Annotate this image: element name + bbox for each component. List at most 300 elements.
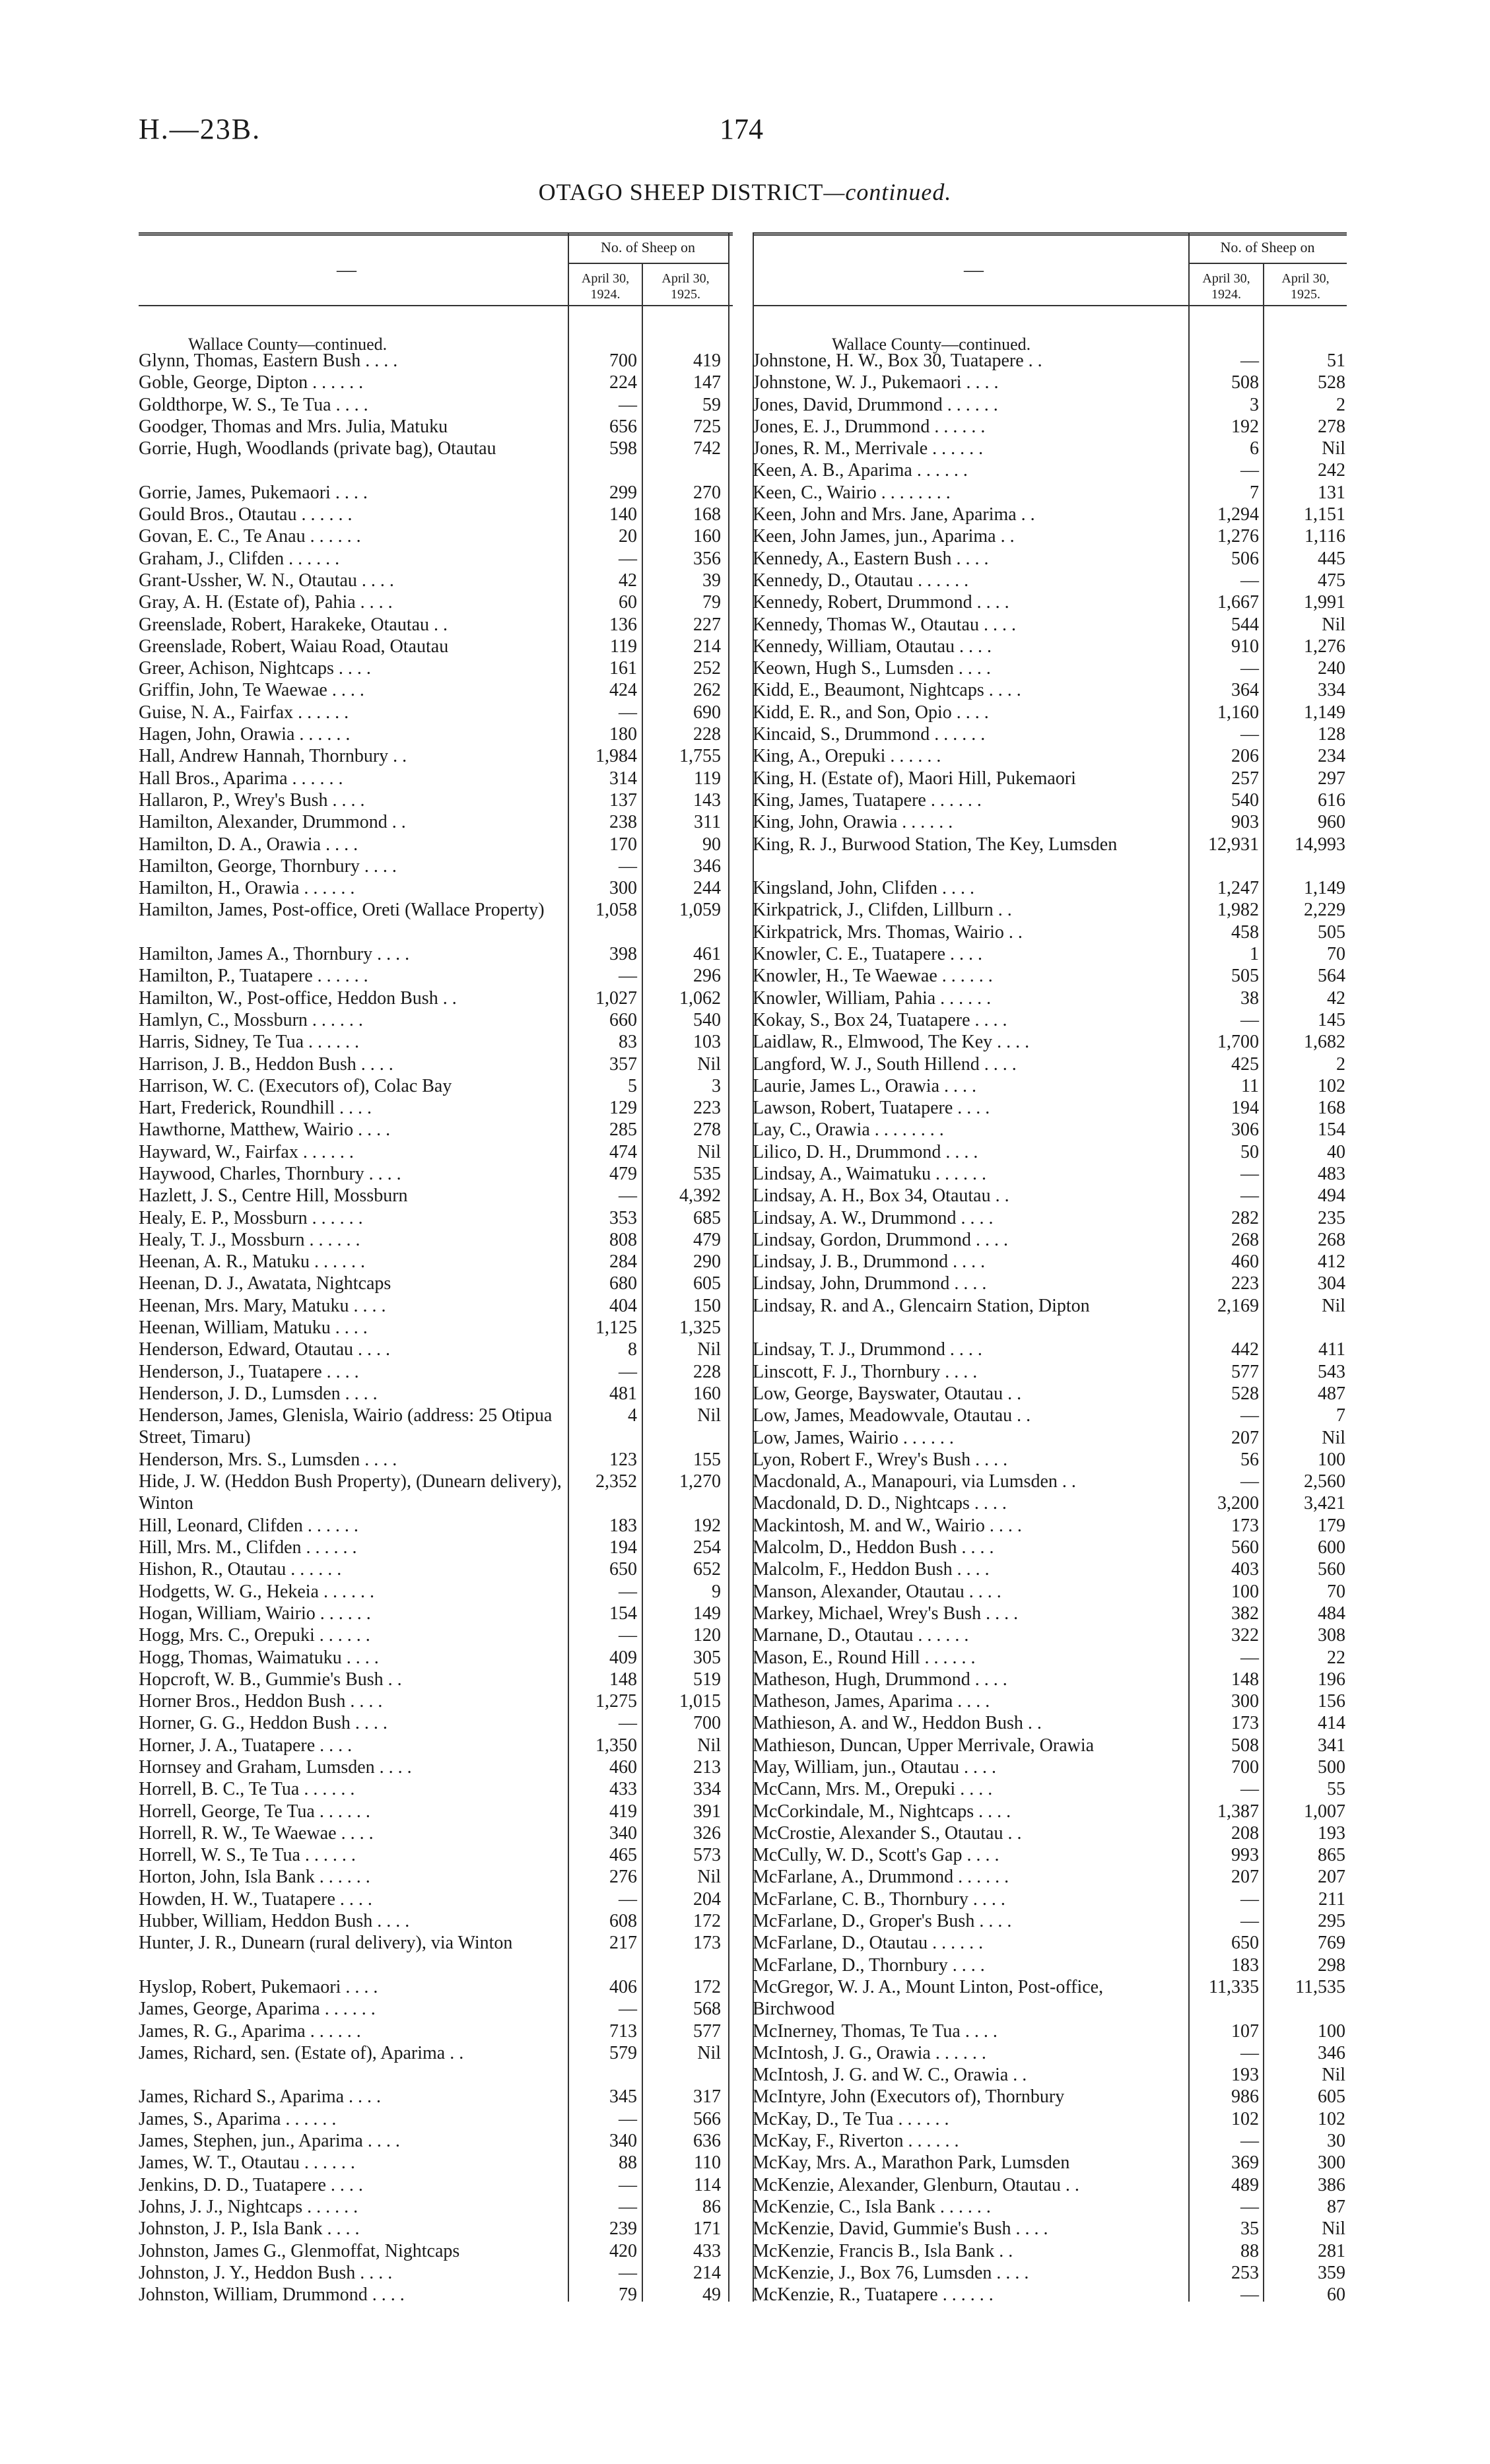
owner-name: James, Richard S., Aparima . . . .: [139, 2086, 382, 2108]
sheep-1924: —: [1240, 2131, 1259, 2152]
owner-name: Kennedy, A., Eastern Bush . . . .: [753, 548, 989, 569]
owner-name: Jones, R. M., Merrivale . . . . . .: [753, 438, 984, 459]
owner-name: Kingsland, John, Clifden . . . .: [753, 878, 974, 899]
sheep-1924: 1,387: [1217, 1801, 1259, 1822]
sheep-1925: 475: [1318, 570, 1345, 591]
owner-name: Knowler, C. E., Tuatapere . . . .: [753, 944, 983, 965]
table-row: [139, 1361, 733, 1383]
sheep-1924: 100: [1231, 1581, 1259, 1602]
table-row: [753, 1690, 1347, 1712]
table-row: [139, 416, 733, 438]
owner-name: Hagen, John, Orawia . . . . . .: [139, 724, 351, 745]
sheep-1925: 240: [1318, 658, 1345, 679]
sheep-1924: 183: [609, 1515, 637, 1536]
sheep-1924: 660: [609, 1009, 637, 1030]
table-row: [753, 921, 1347, 943]
owner-name: Johnston, J. P., Isla Bank . . . .: [139, 2218, 360, 2240]
owner-name: Mathieson, A. and W., Heddon Bush . .: [753, 1713, 1042, 1734]
sheep-1924: —: [1240, 2042, 1259, 2063]
owner-name: Johnston, William, Drummond . . . .: [139, 2284, 405, 2306]
owner-name: Jones, David, Drummond . . . . . .: [753, 394, 998, 415]
owner-name: Horrell, R. W., Te Waewae . . . .: [139, 1822, 374, 1844]
sheep-1924: 544: [1231, 614, 1259, 635]
sheep-1925: 2,229: [1304, 900, 1345, 921]
sheep-1924: 161: [609, 658, 637, 679]
table-row: [753, 1756, 1347, 1778]
sheep-1924: 419: [609, 1801, 637, 1822]
sheep-1925: 14,993: [1295, 834, 1345, 855]
sheep-1925: 386: [1318, 2174, 1345, 2195]
sheep-1925: 149: [693, 1603, 721, 1624]
table-row: [753, 1361, 1347, 1383]
table-row: [753, 1558, 1347, 1580]
owner-name: Hart, Frederick, Roundhill . . . .: [139, 1098, 372, 1119]
owner-name: Kirkpatrick, Mrs. Thomas, Wairio . .: [753, 921, 1023, 943]
owner-name: Goldthorpe, W. S., Te Tua . . . .: [139, 394, 368, 415]
table-row: [139, 591, 733, 613]
sheep-1924: 369: [1231, 2152, 1259, 2174]
table-row: [139, 1383, 733, 1405]
table-row: [753, 899, 1347, 921]
owner-name: Hodgetts, W. G., Hekeia . . . . . .: [139, 1581, 374, 1602]
sheep-1924: —: [619, 855, 637, 877]
owner-name: Low, James, Wairio . . . . . .: [753, 1427, 954, 1448]
table-row: [139, 745, 733, 767]
table-row: [753, 1910, 1347, 1932]
table-row: [139, 1822, 733, 1844]
table-row: [139, 987, 733, 1009]
owner-name: McFarlane, C. B., Thornbury . . . .: [753, 1888, 1005, 1910]
sheep-1924: 540: [1231, 789, 1259, 811]
sheep-1924: 207: [1231, 1427, 1259, 1448]
sheep-1924: 173: [1231, 1515, 1259, 1536]
table-row: [139, 1207, 733, 1229]
owner-name: Jenkins, D. D., Tuatapere . . . .: [139, 2174, 363, 2195]
owner-name: Hogg, Mrs. C., Orepuki . . . . . .: [139, 1625, 370, 1646]
sheep-1924: 458: [1231, 921, 1259, 943]
sheep-1924: 528: [1231, 1383, 1259, 1404]
owner-name: Gorrie, James, Pukemaori . . . .: [139, 482, 368, 503]
owner-name: Horton, John, Isla Bank . . . . . .: [139, 1867, 370, 1888]
sheep-1925: Nil: [697, 1405, 721, 1426]
table-row: [753, 548, 1347, 570]
table-row: [139, 1844, 733, 1866]
sheep-1924: 910: [1231, 636, 1259, 657]
sheep-1924: —: [1240, 1185, 1259, 1207]
owner-name: Hopcroft, W. B., Gummie's Bush . .: [139, 1669, 402, 1690]
sheep-1925: 30: [1327, 2131, 1345, 2152]
sheep-1924: 508: [1231, 372, 1259, 393]
sheep-1924: 38: [1240, 987, 1259, 1009]
sheep-1925: 414: [1318, 1713, 1345, 1734]
sheep-1925: 254: [693, 1537, 721, 1558]
sheep-1924: 123: [609, 1449, 637, 1470]
owner-name: Mackintosh, M. and W., Wairio . . . .: [753, 1515, 1022, 1536]
sheep-1924: —: [619, 1185, 637, 1207]
sheep-1924: 7: [1250, 482, 1259, 503]
sheep-1925: 3: [712, 1075, 721, 1096]
sheep-1924: 460: [609, 1757, 637, 1778]
table-row: [139, 1053, 733, 1075]
owner-name: McCann, Mrs. M., Orepuki . . . .: [753, 1779, 993, 1800]
sheep-1925: 156: [1318, 1691, 1345, 1712]
sheep-1925: 168: [693, 504, 721, 525]
sheep-1925: 311: [694, 812, 721, 833]
sheep-1925: 235: [1318, 1207, 1345, 1228]
table-row: [753, 614, 1347, 636]
table-row: [753, 1888, 1347, 1910]
owner-name: Henderson, J. D., Lumsden . . . .: [139, 1383, 378, 1404]
sheep-1924: —: [619, 1581, 637, 1602]
year-1925-header: April 30, 1925.: [1281, 271, 1330, 302]
table-row: [139, 1031, 733, 1053]
table-row: [753, 1273, 1347, 1294]
sheep-1925: 412: [1318, 1251, 1345, 1273]
sheep-1925: 1,149: [1304, 702, 1345, 723]
sheep-1924: 1,350: [595, 1735, 637, 1756]
table-row: [753, 1229, 1347, 1251]
table-row: [139, 1932, 733, 1976]
sheep-1924: 506: [1231, 548, 1259, 569]
owner-name: Mason, E., Round Hill . . . . . .: [753, 1647, 976, 1668]
sheep-1925: 411: [1318, 1339, 1345, 1360]
owner-name: Heenan, D. J., Awatata, Nightcaps: [139, 1273, 391, 1294]
table-row: [139, 1097, 733, 1119]
sheep-1925: 1,151: [1304, 504, 1345, 525]
sheep-1924: 1,027: [595, 987, 637, 1009]
sheep-1925: Nil: [1322, 1427, 1345, 1448]
owner-name: Linscott, F. J., Thornbury . . . .: [753, 1361, 978, 1382]
sheep-1924: 406: [609, 1976, 637, 1997]
sheep-1925: 1,116: [1304, 526, 1345, 547]
sheep-1925: 103: [693, 1032, 721, 1053]
sheep-1924: —: [1240, 2284, 1259, 2306]
sheep-1924: 404: [609, 1295, 637, 1316]
owner-name: McCully, W. D., Scott's Gap . . . .: [753, 1845, 999, 1866]
header-bottom-rule: [139, 305, 733, 306]
sheep-1925: 487: [1318, 1383, 1345, 1404]
table-row: [753, 1163, 1347, 1185]
table-row: [139, 1888, 733, 1910]
owner-name: Macdonald, D. D., Nightcaps . . . .: [753, 1493, 1007, 1514]
table-row: [139, 1471, 733, 1515]
page-number: 174: [720, 113, 763, 145]
owner-name: Jones, E. J., Drummond . . . . . .: [753, 416, 986, 437]
table-row: [753, 372, 1347, 393]
owner-name: Laidlaw, R., Elmwood, The Key . . . .: [753, 1032, 1030, 1053]
table-row: [753, 570, 1347, 591]
sheep-1925: 100: [1318, 2020, 1345, 2042]
sheep-1924: 460: [1231, 1251, 1259, 1273]
table-row: [139, 1756, 733, 1778]
table-row: [139, 1229, 733, 1251]
sheep-1924: 474: [609, 1141, 637, 1162]
table-row: [753, 2262, 1347, 2284]
sheep-1924: 577: [1231, 1361, 1259, 1382]
sheep-1925: 419: [693, 350, 721, 371]
sheep-1924: —: [1240, 724, 1259, 745]
table-row: [139, 1449, 733, 1471]
table-row: [753, 1603, 1347, 1624]
owner-name: King, John, Orawia . . . . . .: [753, 812, 953, 833]
table-row: [753, 459, 1347, 481]
sheep-1925: 244: [693, 878, 721, 899]
sheep-1924: 1,247: [1217, 878, 1259, 899]
table-row: [753, 2240, 1347, 2262]
table-row: [753, 943, 1347, 965]
sheep-1925: 270: [693, 482, 721, 503]
sheep-1924: 140: [609, 504, 637, 525]
table-row: [753, 2086, 1347, 2108]
owner-name: Horner, J. A., Tuatapere . . . .: [139, 1735, 353, 1756]
sheep-1925: 685: [693, 1207, 721, 1228]
sheep-1925: 39: [702, 570, 721, 591]
owner-name: Hallaron, P., Wrey's Bush . . . .: [139, 789, 365, 811]
sheep-1925: 147: [693, 372, 721, 393]
sheep-1925: 1,062: [679, 987, 721, 1009]
sheep-1924: 608: [609, 1911, 637, 1932]
table-row: [139, 1273, 733, 1294]
owner-name: McFarlane, D., Otautau . . . . . .: [753, 1933, 984, 1954]
sheep-1925: 1,991: [1304, 592, 1345, 613]
sheep-1924: 680: [609, 1273, 637, 1294]
sheep-count-header: No. of Sheep on: [1220, 239, 1315, 255]
table-row: [753, 745, 1347, 767]
sheep-1924: 239: [609, 2218, 637, 2240]
sheep-1925: 55: [1327, 1779, 1345, 1800]
sheep-1924: —: [619, 1361, 637, 1382]
table-row: [139, 1163, 733, 1185]
owner-name: Malcolm, D., Heddon Bush . . . .: [753, 1537, 994, 1558]
table-row: [753, 416, 1347, 438]
sheep-1925: 356: [693, 548, 721, 569]
sheep-1925: 652: [693, 1559, 721, 1580]
sheep-1924: —: [619, 1713, 637, 1734]
sheep-1925: 86: [702, 2196, 721, 2217]
sheep-1925: 334: [693, 1779, 721, 1800]
sheep-count-header: No. of Sheep on: [601, 239, 695, 255]
sheep-1925: 145: [1318, 1009, 1345, 1030]
table-row: [139, 877, 733, 899]
sheep-1924: 107: [1231, 2020, 1259, 2042]
owner-name: Malcolm, F., Heddon Bush . . . .: [753, 1559, 990, 1580]
sheep-1925: 211: [1318, 1888, 1345, 1910]
table-row: [139, 1141, 733, 1163]
sheep-1924: 425: [1231, 1053, 1259, 1075]
sheep-1924: 340: [609, 2131, 637, 2152]
sheep-1924: —: [619, 2108, 637, 2129]
right-column: [753, 232, 1347, 2306]
header-mid-rule: [568, 263, 728, 264]
table-row: [139, 1317, 733, 1339]
sheep-1925: 605: [693, 1273, 721, 1294]
sheep-1925: 150: [693, 1295, 721, 1316]
owner-name: Lawson, Robert, Tuatapere . . . .: [753, 1098, 990, 1119]
table-row: [753, 1515, 1347, 1537]
owner-name: Kokay, S., Box 24, Tuatapere . . . .: [753, 1009, 1007, 1030]
owner-name: Hall Bros., Aparima . . . . . .: [139, 768, 343, 789]
table-row: [753, 1801, 1347, 1822]
owner-name: May, William, jun., Otautau . . . .: [753, 1757, 997, 1778]
sheep-1924: 713: [609, 2020, 637, 2042]
table-row: [753, 1581, 1347, 1603]
sheep-1924: 194: [1231, 1098, 1259, 1119]
sheep-1924: —: [1240, 2196, 1259, 2217]
sheep-1925: 600: [1318, 1537, 1345, 1558]
blank-header: —: [964, 259, 984, 281]
sheep-1924: 1,276: [1217, 526, 1259, 547]
owner-name: Howden, H. W., Tuatapere . . . .: [139, 1888, 372, 1910]
sheep-1925: 155: [693, 1449, 721, 1470]
sheep-1924: —: [619, 966, 637, 987]
table-row: [753, 1471, 1347, 1492]
owner-name: McKenzie, J., Box 76, Lumsden . . . .: [753, 2262, 1029, 2283]
table-row: [139, 1515, 733, 1537]
sheep-1924: 300: [609, 878, 637, 899]
sheep-1925: 519: [693, 1669, 721, 1690]
table-row: [753, 1383, 1347, 1405]
owner-name: Harrison, W. C. (Executors of), Colac Bay: [139, 1075, 452, 1096]
right-table-body: [753, 350, 1347, 2306]
sheep-1924: 3,200: [1217, 1493, 1259, 1514]
sheep-1924: 79: [619, 2284, 637, 2306]
sheep-1925: 173: [693, 1933, 721, 1954]
sheep-1925: 528: [1318, 372, 1345, 393]
owner-name: Keen, C., Wairio . . . . . . . .: [753, 482, 951, 503]
sheep-1924: 398: [609, 944, 637, 965]
owner-name: Greenslade, Robert, Waiau Road, Otautau: [139, 636, 449, 657]
sheep-1924: 217: [609, 1933, 637, 1954]
table-row: [753, 1866, 1347, 1888]
owner-name: Horner Bros., Heddon Bush . . . .: [139, 1691, 383, 1712]
owner-name: Healy, E. P., Mossburn . . . . . .: [139, 1207, 363, 1228]
sheep-1924: 83: [619, 1032, 637, 1053]
sheep-1925: 346: [1318, 2042, 1345, 2063]
table-row: [753, 482, 1347, 504]
sheep-1925: 214: [693, 2262, 721, 2283]
owner-name: Hishon, R., Otautau . . . . . .: [139, 1559, 342, 1580]
table-row: [753, 1492, 1347, 1514]
table-row: [139, 1075, 733, 1097]
table-row: [139, 1910, 733, 1932]
table-row: [139, 679, 733, 701]
owner-name: Horrell, George, Te Tua . . . . . .: [139, 1801, 370, 1822]
table-row: [753, 1075, 1347, 1097]
sheep-1924: 56: [1240, 1449, 1259, 1470]
table-row: [753, 789, 1347, 811]
owner-name: Lindsay, T. J., Drummond . . . .: [753, 1339, 982, 1360]
sheep-1925: 298: [1318, 1954, 1345, 1976]
sheep-1925: Nil: [697, 1053, 721, 1075]
sheep-1924: 1,294: [1217, 504, 1259, 525]
owner-name: Griffin, John, Te Waewae . . . .: [139, 680, 364, 701]
sheep-1924: 1,700: [1217, 1032, 1259, 1053]
sheep-1925: 252: [693, 658, 721, 679]
table-row: [139, 1251, 733, 1273]
table-row: [139, 2218, 733, 2240]
sheep-1925: 566: [693, 2108, 721, 2129]
sheep-1924: 208: [1231, 1822, 1259, 1844]
table-row: [139, 1603, 733, 1624]
sheep-1924: 433: [609, 1779, 637, 1800]
table-row: [753, 394, 1347, 416]
sheep-1925: 543: [1318, 1361, 1345, 1382]
sheep-1925: 59: [702, 394, 721, 415]
sheep-1924: —: [1240, 658, 1259, 679]
sheep-1925: 4,392: [679, 1185, 721, 1207]
owner-name: McKay, D., Te Tua . . . . . .: [753, 2108, 949, 2129]
sheep-1925: 193: [1318, 1822, 1345, 1844]
owner-name: McIntosh, J. G., Orawia . . . . . .: [753, 2042, 986, 2063]
owner-name: Henderson, Mrs. S., Lumsden . . . .: [139, 1449, 397, 1470]
sheep-1924: 119: [610, 636, 637, 657]
sheep-1924: 276: [609, 1867, 637, 1888]
sheep-1924: 656: [609, 416, 637, 437]
sheep-1924: —: [1240, 570, 1259, 591]
sheep-1924: 193: [1231, 2065, 1259, 2086]
table-row: [753, 438, 1347, 459]
sheep-1925: 540: [693, 1009, 721, 1030]
owner-name: Lindsay, Gordon, Drummond . . . .: [753, 1229, 1009, 1250]
owner-name: Kennedy, Thomas W., Otautau . . . .: [753, 614, 1016, 635]
sheep-1924: —: [1240, 1779, 1259, 1800]
title-text: OTAGO SHEEP DISTRICT: [538, 179, 824, 205]
owner-name: King, R. J., Burwood Station, The Key, Lumsden: [753, 834, 1118, 855]
table-row: [753, 636, 1347, 657]
owner-name: Marnane, D., Otautau . . . . . .: [753, 1625, 969, 1646]
table-row: [139, 1669, 733, 1690]
sheep-1924: 12,931: [1208, 834, 1259, 855]
sheep-1924: 284: [609, 1251, 637, 1273]
sheep-1925: 725: [693, 416, 721, 437]
blank-header: —: [337, 259, 356, 281]
owner-name: Heenan, Mrs. Mary, Matuku . . . .: [139, 1295, 386, 1316]
table-row: [139, 2108, 733, 2130]
sheep-1925: 1,325: [679, 1317, 721, 1339]
sheep-1924: 299: [609, 482, 637, 503]
sheep-1924: 42: [619, 570, 637, 591]
sheep-1924: 224: [609, 372, 637, 393]
owner-name: Laurie, James L., Orawia . . . .: [753, 1075, 976, 1096]
owner-name: Hamilton, James, Post-office, Oreti (Wallace Property): [139, 900, 545, 921]
table-row: [139, 811, 733, 833]
table-row: [753, 2196, 1347, 2218]
sheep-1925: 179: [1318, 1515, 1345, 1536]
sheep-1925: Nil: [1322, 2065, 1345, 2086]
sheep-1925: Nil: [697, 1141, 721, 1162]
table-row: [139, 2086, 733, 2108]
sheep-1924: 409: [609, 1647, 637, 1668]
owner-name: Matheson, Hugh, Drummond . . . .: [753, 1669, 1007, 1690]
table-row: [753, 1031, 1347, 1053]
table-row: [753, 1141, 1347, 1163]
owner-name: Horner, G. G., Heddon Bush . . . .: [139, 1713, 388, 1734]
owner-name: James, Stephen, jun., Aparima . . . .: [139, 2131, 400, 2152]
table-row: [753, 1427, 1347, 1449]
owner-name: Keen, A. B., Aparima . . . . . .: [753, 460, 968, 481]
sheep-1924: 88: [1240, 2240, 1259, 2261]
table-row: [753, 504, 1347, 525]
owner-name: Lilico, D. H., Drummond . . . .: [753, 1141, 978, 1162]
owner-name: Heenan, William, Matuku . . . .: [139, 1317, 368, 1339]
sheep-1924: 183: [1231, 1954, 1259, 1976]
sheep-1925: 304: [1318, 1273, 1345, 1294]
owner-name: Henderson, Edward, Otautau . . . .: [139, 1339, 391, 1360]
owner-name: Lindsay, A. H., Box 34, Otautau . .: [753, 1185, 1009, 1207]
owner-name: Johnstone, W. J., Pukemaori . . . .: [753, 372, 999, 393]
sheep-1924: 442: [1231, 1339, 1259, 1360]
sheep-1924: 300: [1231, 1691, 1259, 1712]
